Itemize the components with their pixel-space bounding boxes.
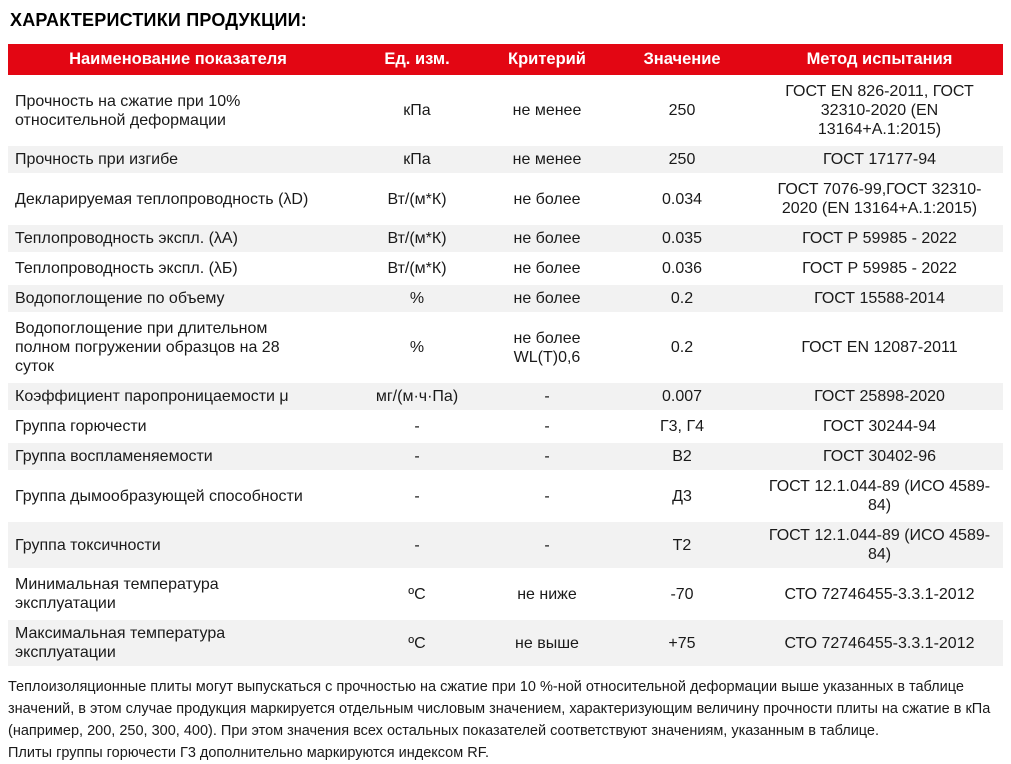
cell-method: ГОСТ 30244-94 xyxy=(756,413,1003,440)
cell-method: ГОСТ 12.1.044-89 (ИСО 4589-84) xyxy=(756,473,1003,519)
cell-unit: Вт/(м*К) xyxy=(348,255,486,282)
table-row xyxy=(8,285,1003,312)
column-header-2: Критерий xyxy=(486,44,608,75)
cell-criterion: - xyxy=(486,473,608,519)
table-row xyxy=(8,413,1003,440)
cell-value: 0.035 xyxy=(608,225,756,252)
cell-value: Т2 xyxy=(608,522,756,568)
cell-unit: кПа xyxy=(348,146,486,173)
cell-criterion: не менее xyxy=(486,78,608,143)
cell-unit: % xyxy=(348,285,486,312)
cell-criterion: не более xyxy=(486,255,608,282)
cell-criterion: не ниже xyxy=(486,571,608,617)
cell-value: Г3, Г4 xyxy=(608,413,756,440)
table-row xyxy=(8,78,1003,143)
cell-method: ГОСТ 30402-96 xyxy=(756,443,1003,470)
cell-method: ГОСТ 17177-94 xyxy=(756,146,1003,173)
cell-criterion: - xyxy=(486,383,608,410)
note-paragraph-1: Теплоизоляционные плиты могут выпускаться с прочностью на сжатие при 10 %-ной относительной деформации выше указанных в таблице значений, в этом случае продукция маркируется отдельным числовым значением, характеризующим величину прочности плиты на сжатие в кПа (например, 200, 250, 300, 400). При этом значения всех остальных показателей соответствуют значениям, указанным в таблице. xyxy=(8,679,991,739)
cell-name: Максимальная температура эксплуатации xyxy=(8,620,348,666)
table-row xyxy=(8,255,1003,282)
table-row xyxy=(8,176,1003,222)
cell-unit: кПа xyxy=(348,78,486,143)
cell-name: Водопоглощение по объему xyxy=(8,285,348,312)
cell-value: В2 xyxy=(608,443,756,470)
cell-method: ГОСТ Р 59985 - 2022 xyxy=(756,225,1003,252)
cell-unit: ºС xyxy=(348,571,486,617)
cell-unit: - xyxy=(348,473,486,519)
cell-method: ГОСТ 12.1.044-89 (ИСО 4589-84) xyxy=(756,522,1003,568)
column-header-3: Значение xyxy=(608,44,756,75)
cell-method: СТО 72746455-3.3.1-2012 xyxy=(756,571,1003,617)
cell-name: Прочность при изгибе xyxy=(8,146,348,173)
cell-name: Декларируемая теплопроводность (λD) xyxy=(8,176,348,222)
cell-value: 0.036 xyxy=(608,255,756,282)
cell-value: -70 xyxy=(608,571,756,617)
cell-unit: - xyxy=(348,413,486,440)
cell-method: ГОСТ Р 59985 - 2022 xyxy=(756,255,1003,282)
notes-section xyxy=(8,676,1011,764)
cell-unit: - xyxy=(348,443,486,470)
cell-unit: ºС xyxy=(348,620,486,666)
page-title: ХАРАКТЕРИСТИКИ ПРОДУКЦИИ: xyxy=(10,10,307,30)
cell-name: Теплопроводность экспл. (λБ) xyxy=(8,255,348,282)
cell-unit: мг/(м·ч·Па) xyxy=(348,383,486,410)
cell-method: ГОСТ EN 12087-2011 xyxy=(756,315,1003,380)
cell-method: ГОСТ 25898-2020 xyxy=(756,383,1003,410)
cell-name: Прочность на сжатие при 10% относительной деформации xyxy=(8,78,348,143)
characteristics-table xyxy=(8,41,1003,669)
table-row xyxy=(8,443,1003,470)
cell-unit: Вт/(м*К) xyxy=(348,176,486,222)
cell-value: 0.034 xyxy=(608,176,756,222)
cell-name: Теплопроводность экспл. (λA) xyxy=(8,225,348,252)
note-paragraph-2: Плиты группы горючести Г3 дополнительно маркируются индексом RF. xyxy=(8,745,489,761)
table-row xyxy=(8,571,1003,617)
cell-name: Группа токсичности xyxy=(8,522,348,568)
cell-criterion: не более xyxy=(486,225,608,252)
cell-method: СТО 72746455-3.3.1-2012 xyxy=(756,620,1003,666)
column-header-0: Наименование показателя xyxy=(8,44,348,75)
cell-criterion: не более xyxy=(486,176,608,222)
table-row xyxy=(8,620,1003,666)
cell-value: 0.007 xyxy=(608,383,756,410)
cell-name: Коэффициент паропроницаемости μ xyxy=(8,383,348,410)
cell-criterion: - xyxy=(486,413,608,440)
cell-criterion: не более WL(T)0,6 xyxy=(486,315,608,380)
cell-criterion: не более xyxy=(486,285,608,312)
cell-name: Группа горючести xyxy=(8,413,348,440)
cell-criterion: - xyxy=(486,522,608,568)
cell-method: ГОСТ 15588-2014 xyxy=(756,285,1003,312)
cell-name: Водопоглощение при длительном полном погружении образцов на 28 суток xyxy=(8,315,348,380)
table-row xyxy=(8,315,1003,380)
cell-unit: % xyxy=(348,315,486,380)
cell-value: 0.2 xyxy=(608,285,756,312)
cell-value: +75 xyxy=(608,620,756,666)
cell-method: ГОСТ 7076-99,ГОСТ 32310-2020 (EN 13164+A.1:2015) xyxy=(756,176,1003,222)
cell-name: Группа воспламеняемости xyxy=(8,443,348,470)
column-header-1: Ед. изм. xyxy=(348,44,486,75)
cell-unit: Вт/(м*К) xyxy=(348,225,486,252)
cell-unit: - xyxy=(348,522,486,568)
cell-criterion: не менее xyxy=(486,146,608,173)
table-row xyxy=(8,146,1003,173)
cell-value: 250 xyxy=(608,146,756,173)
cell-value: 0.2 xyxy=(608,315,756,380)
cell-criterion: не выше xyxy=(486,620,608,666)
cell-name: Группа дымообразующей способности xyxy=(8,473,348,519)
table-row xyxy=(8,225,1003,252)
cell-method: ГОСТ EN 826-2011, ГОСТ 32310-2020 (EN 13164+A.1:2015) xyxy=(756,78,1003,143)
cell-value: 250 xyxy=(608,78,756,143)
table-row xyxy=(8,473,1003,519)
column-header-4: Метод испытания xyxy=(756,44,1003,75)
table-row xyxy=(8,383,1003,410)
cell-criterion: - xyxy=(486,443,608,470)
cell-name: Минимальная температура эксплуатации xyxy=(8,571,348,617)
table-header-row xyxy=(8,44,1003,75)
cell-value: Д3 xyxy=(608,473,756,519)
table-row xyxy=(8,522,1003,568)
